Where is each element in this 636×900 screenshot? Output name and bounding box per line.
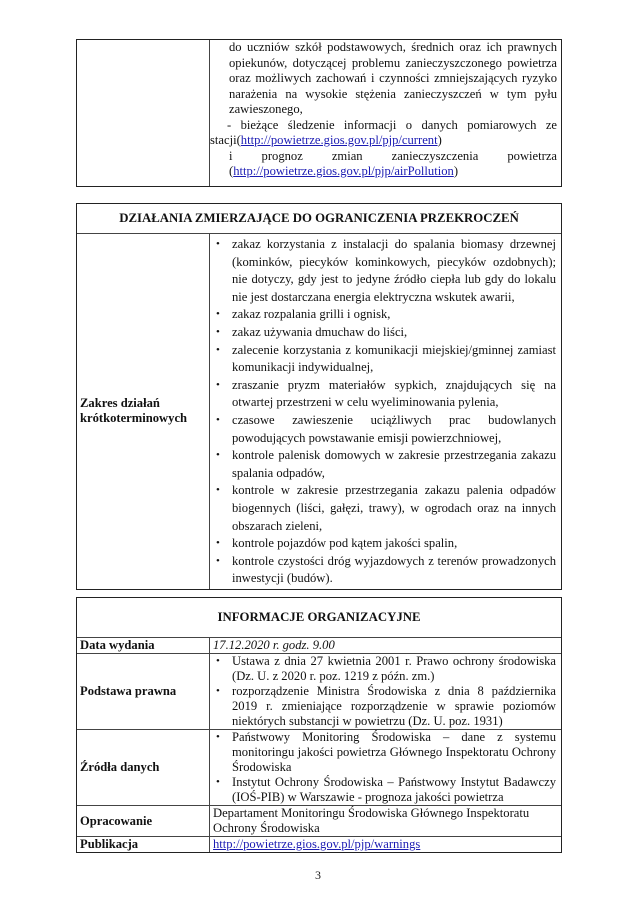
actions-header-row — [77, 204, 562, 234]
continuation-line: zawieszonego, — [229, 102, 303, 116]
bullet-icon: • — [216, 655, 220, 667]
continuation-row — [77, 40, 562, 187]
action-text: zakaz korzystania z instalacji do spalania biomasy drzewnej (kominków, piecyków kominkowych, piecyków ozdobnych); nie dotyczy, gdy jest to jedyne źródło ciepła lub gdy do lokalu nie jest dostarczana energia elektryczna wskutek awarii, — [232, 237, 557, 304]
stations-line — [210, 133, 557, 149]
actions-row — [77, 234, 562, 590]
action-item — [210, 553, 556, 588]
publication-row — [77, 837, 562, 853]
publication-cell — [210, 837, 562, 853]
action-item — [210, 236, 556, 306]
issue-date-row — [77, 638, 562, 654]
bullet-icon: • — [216, 731, 220, 743]
legal-basis-text: Ustawa z dnia 27 kwietnia 2001 r. Prawo ochrony środowiska (Dz. U. z 2020 r. poz. 1219 z późn. zm.) — [232, 654, 557, 683]
data-sources-list — [210, 730, 561, 805]
legal-basis-label: Podstawa prawna — [77, 654, 210, 730]
bullet-icon: • — [216, 343, 220, 356]
bullet-icon: • — [216, 413, 220, 426]
data-source-item — [210, 775, 556, 805]
continuation-line: opiekunów, dotyczącej problemu zanieczyszczonego powietrza — [229, 55, 557, 70]
continuation-line: oraz możliwych zachowań i czynności zmniejszających ryzyko — [229, 71, 557, 85]
data-source-text: Państwowy Monitoring Środowiska – dane z systemu monitoringu jakości powietrza Głównego Inspektoratu Ochrony Środowiska — [232, 730, 557, 774]
air-pollution-line — [210, 164, 557, 180]
data-sources-cell — [210, 730, 562, 806]
bullet-icon: • — [216, 484, 220, 497]
action-text: kontrole czystości dróg wyjazdowych z terenów prowadzonych inwestycji (budów). — [232, 553, 557, 586]
link-current[interactable]: http://powietrze.gios.gov.pl/pjp/current — [240, 133, 438, 147]
legal-basis-item — [210, 684, 556, 729]
actions-label: Zakres działań krótkoterminowych — [77, 234, 210, 590]
action-text: zraszanie pryzm materiałów sypkich, znajdujących się na otwartej przestrzeni w celu wyeliminowania pylenia, — [232, 377, 557, 410]
org-header-row — [77, 598, 562, 638]
prepared-by-row — [77, 806, 562, 837]
continuation-line: do uczniów szkół podstawowych, średnich oraz ich prawnych — [229, 40, 557, 54]
action-item — [210, 535, 556, 553]
data-sources-row — [77, 730, 562, 806]
actions-table — [76, 203, 562, 590]
org-header: INFORMACJE ORGANIZACYJNE — [77, 598, 562, 638]
legal-basis-list — [210, 654, 561, 729]
prepared-by-value: Departament Monitoringu Środowiska Głównego Inspektoratu Ochrony Środowiska — [210, 806, 562, 837]
continuation-line: narażenia na wysokie stężenia zanieczyszczeń w tym pyłu — [229, 86, 557, 101]
legal-basis-item — [210, 654, 556, 684]
bullet-icon: • — [216, 554, 220, 567]
action-text: zakaz rozpalania grilli i ognisk, — [232, 307, 391, 322]
actions-list-cell — [210, 234, 562, 590]
action-text: zalecenie korzystania z komunikacji miejskiej/gminnej zamiast komunikacji indywidualnej, — [232, 342, 557, 375]
action-text: kontrole w zakresie przestrzegania zakazu palenia odpadów biogennych (liści, gałęzi, trawy), w ogrodach oraz na innych obszarach zieleni, — [232, 483, 557, 533]
continuation-label-cell — [77, 40, 210, 187]
action-item — [210, 342, 556, 377]
actions-list — [210, 236, 561, 588]
action-text: zakaz używania dmuchaw do liści, — [232, 324, 408, 339]
data-sources-label: Źródła danych — [77, 730, 210, 806]
stations-suffix: ) — [437, 133, 442, 147]
open-paren: ( — [229, 164, 234, 178]
bullet-icon: • — [216, 308, 220, 321]
action-text: kontrole pojazdów pod kątem jakości spalin, — [232, 536, 458, 551]
data-source-item — [210, 730, 556, 775]
forecast-text: i prognoz zmian zanieczyszczenia powietrza — [229, 148, 557, 163]
legal-basis-text: rozporządzenie Ministra Środowiska z dnia 8 października 2019 r. zmieniające rozporządzenie w sprawie poziomów niektórych substancji w powietrzu (Dz. U. poz. 1931) — [232, 684, 557, 728]
bullet-icon: • — [216, 776, 220, 788]
bullet-icon: • — [216, 449, 220, 462]
close-paren: ) — [453, 164, 459, 178]
publication-link[interactable]: http://powietrze.gios.gov.pl/pjp/warnings — [213, 837, 421, 851]
legal-basis-row — [77, 654, 562, 730]
issue-date-label: Data wydania — [77, 638, 210, 654]
continuation-content-cell — [210, 40, 562, 187]
continuation-table — [76, 39, 562, 187]
org-info-table — [76, 597, 562, 853]
bullet-icon: • — [216, 325, 220, 338]
action-item — [210, 482, 556, 535]
data-source-text: Instytut Ochrony Środowiska – Państwowy Instytut Badawczy (IOŚ-PIB) w Warszawie - prognoza jakości powietrza — [232, 775, 557, 804]
stations-prefix: stacji( — [210, 133, 241, 147]
legal-basis-cell — [210, 654, 562, 730]
page-number: 3 — [315, 868, 321, 882]
issue-date-value: 17.12.2020 r. godz. 9.00 — [210, 638, 562, 654]
action-item — [210, 412, 556, 447]
actions-header: DZIAŁANIA ZMIERZAJĄCE DO OGRANICZENIA PRZEKROCZEŃ — [77, 204, 562, 234]
action-item — [210, 324, 556, 342]
tracking-text: - bieżące śledzenie informacji o danych pomiarowych ze — [227, 117, 557, 132]
action-item — [210, 377, 556, 412]
bullet-icon: • — [216, 537, 220, 550]
bullet-icon: • — [216, 238, 220, 250]
prepared-by-label: Opracowanie — [77, 806, 210, 837]
action-item — [210, 306, 556, 324]
bullet-icon: • — [216, 378, 220, 391]
publication-label: Publikacja — [77, 837, 210, 853]
action-text: kontrole palenisk domowych w zakresie przestrzegania zakazu spalania odpadów, — [232, 448, 557, 480]
link-air-pollution[interactable]: http://powietrze.gios.gov.pl/pjp/airPollution — [233, 164, 454, 178]
action-item — [210, 447, 556, 482]
action-text: czasowe zawieszenie uciążliwych prac budowlanych powodujących powstawanie emisji powierzchniowej, — [232, 412, 557, 445]
bullet-icon: • — [216, 685, 220, 697]
